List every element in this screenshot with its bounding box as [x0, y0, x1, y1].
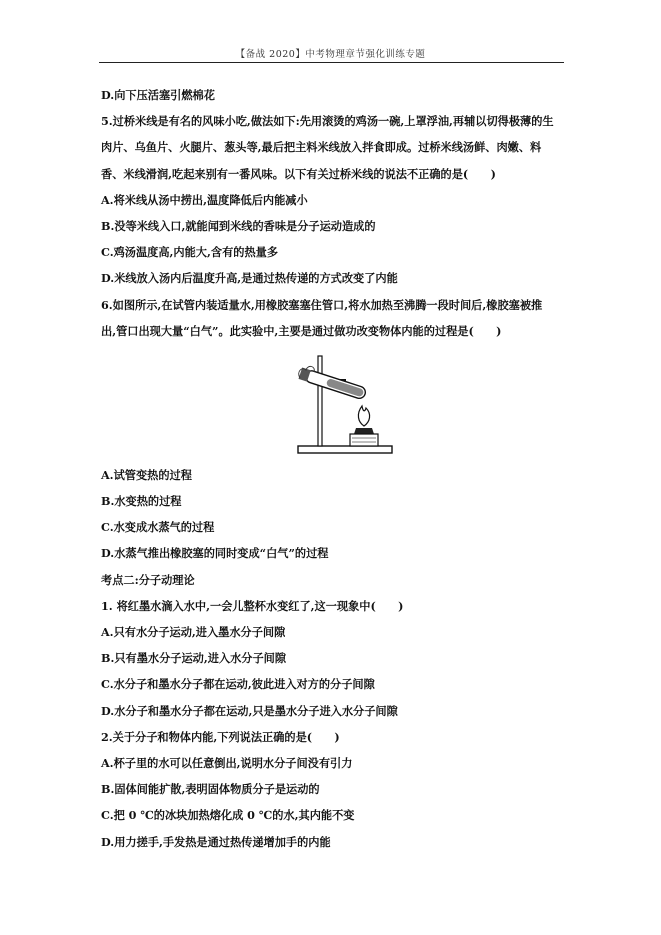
text-line: A.杯子里的水可以任意倒出,说明水分子间没有引力 [101, 755, 353, 770]
text-line: D.用力搓手,手发热是通过热传递增加手的内能 [101, 834, 331, 849]
text-line: 香、米线滑润,吃起来别有一番风味。以下有关过桥米线的说法不正确的是( ) [101, 166, 496, 181]
header-rule [99, 62, 564, 63]
text-line: D.水分子和墨水分子都在运动,只是墨水分子进入水分子间隙 [101, 703, 398, 718]
text-line: A.将米线从汤中捞出,温度降低后内能减小 [101, 192, 308, 207]
text-line: 肉片、乌鱼片、火腿片、葱头等,最后把主料米线放入拌食即成。过桥米线汤鲜、肉嫩、料 [101, 140, 542, 155]
text-line: A.试管变热的过程 [101, 467, 192, 482]
text-line: 5.过桥米线是有名的风味小吃,做法如下:先用滚烫的鸡汤一碗,上罩浮油,再辅以切得极薄的生 [101, 114, 554, 129]
text-line: B.固体间能扩散,表明固体物质分子是运动的 [101, 782, 320, 797]
test-tube-apparatus-illustration [296, 348, 396, 458]
text-line: C.鸡汤温度高,内能大,含有的热量多 [101, 245, 279, 260]
section-heading: 考点二:分子动理论 [101, 572, 195, 587]
experiment-figure [101, 344, 563, 462]
text-line: B.水变热的过程 [101, 494, 182, 509]
text-line: B.只有墨水分子运动,进入水分子间隙 [101, 651, 287, 666]
text-line: 2.关于分子和物体内能,下列说法正确的是( ) [101, 729, 340, 744]
text-line: A.只有水分子运动,进入墨水分子间隙 [101, 625, 286, 639]
text-line: 6.如图所示,在试管内装适量水,用橡胶塞塞住管口,将水加热至沸腾一段时间后,橡胶塞被推 [101, 297, 543, 312]
text-line: 1. 将红墨水滴入水中,一会儿整杯水变红了,这一现象中( ) [101, 598, 404, 613]
text-line: B.没等米线入口,就能闻到米线的香味是分子运动造成的 [101, 218, 376, 233]
text-line: D.水蒸气推出橡胶塞的同时变成“白气”的过程 [101, 546, 329, 561]
text-line: C.水分子和墨水分子都在运动,彼此进入对方的分子间隙 [101, 677, 375, 692]
text-line: C.把 0 ℃的冰块加热熔化成 0 ℃的水,其内能不变 [101, 808, 355, 823]
text-line: 出,管口出现大量“白气”。此实验中,主要是通过做功改变物体内能的过程是( ) [101, 323, 502, 338]
document-body [101, 82, 563, 855]
text-line: D.米线放入汤内后温度升高,是通过热传递的方式改变了内能 [101, 271, 398, 286]
text-line: D.向下压活塞引燃棉花 [101, 88, 215, 102]
text-line: C.水变成水蒸气的过程 [101, 520, 215, 535]
page-header: 【备战 2020】中考物理章节强化训练专题 [235, 49, 426, 60]
